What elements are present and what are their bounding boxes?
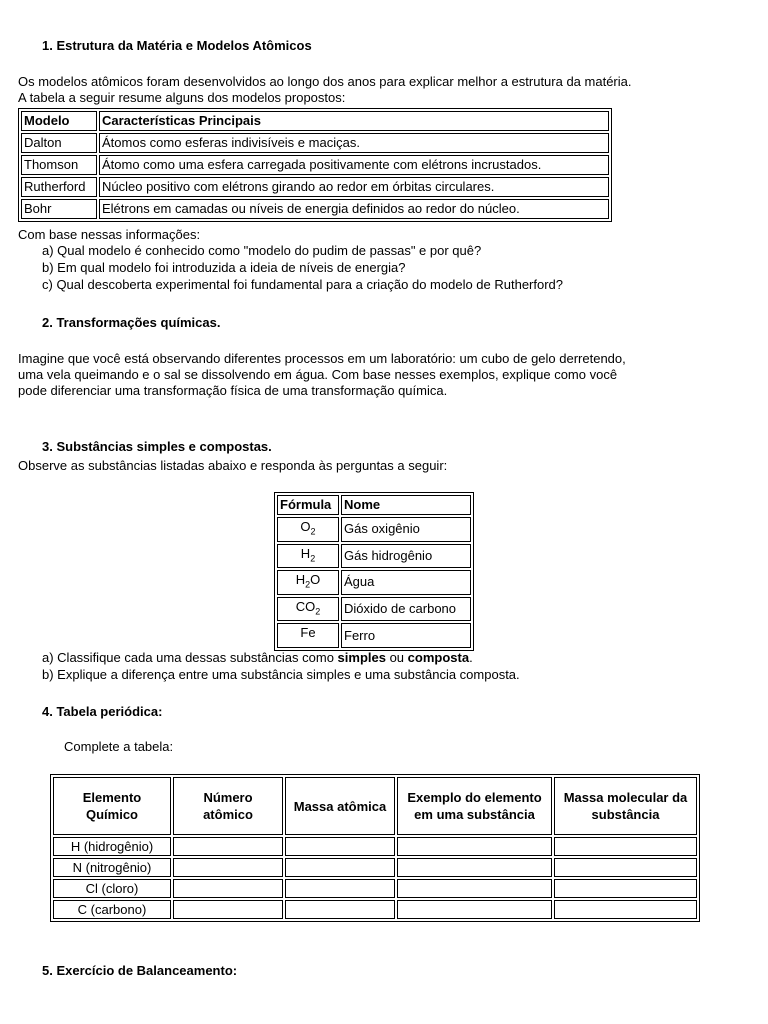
blank-cell[interactable] [554, 837, 697, 856]
table-row [21, 133, 609, 153]
substance-name: Água [341, 570, 471, 595]
formula-cell: $H_2$ [277, 544, 339, 569]
section1-prompt: Com base nessas informações: [18, 227, 201, 242]
blank-cell[interactable] [173, 837, 283, 856]
section2-body [18, 351, 626, 399]
section3-questions [42, 650, 520, 683]
substance-name: Ferro [341, 623, 471, 648]
section5-heading: 5. Exercício de Balanceamento: [42, 963, 238, 978]
header-massa-molecular: Massa molecular da substância [554, 777, 697, 835]
section1-intro-line2: A tabela a seguir resume alguns dos modelos propostos: [18, 90, 346, 105]
formula-cell: Fe [277, 623, 339, 648]
header-nome: Nome [341, 495, 471, 515]
formula-cell: $H_2O$ [277, 570, 339, 595]
table-row [277, 597, 471, 622]
section3-intro: Observe as substâncias listadas abaixo e responda às perguntas a seguir: [18, 458, 448, 473]
table-row [21, 155, 609, 175]
question-a: a) Qual modelo é conhecido como "modelo do pudim de passas" e por quê? [42, 243, 482, 258]
model-name: Thomson [21, 155, 97, 175]
table-header-row [53, 777, 697, 835]
model-description: Átomos como esferas indivisíveis e maciças. [99, 133, 609, 153]
table-row [277, 517, 471, 542]
question-a: a) Classifique cada uma dessas substâncias como simples ou composta. [42, 650, 473, 665]
section1-intro-line1: Os modelos atômicos foram desenvolvidos ao longo dos anos para explicar melhor a estrutura da matéria. [18, 74, 632, 89]
blank-cell[interactable] [554, 858, 697, 877]
blank-cell[interactable] [285, 858, 395, 877]
substances-table [274, 492, 474, 651]
question-b: b) Explique a diferença entre uma substância simples e uma substância composta. [42, 667, 520, 682]
substance-name: Gás hidrogênio [341, 544, 471, 569]
blank-cell[interactable] [554, 900, 697, 919]
question-c: c) Qual descoberta experimental foi fundamental para a criação do modelo de Rutherford? [42, 277, 564, 292]
section2-heading: 2. Transformações químicas. [42, 315, 221, 330]
table-row [21, 177, 609, 197]
model-description: Núcleo positivo com elétrons girando ao redor em órbitas circulares. [99, 177, 609, 197]
section2-line: pode diferenciar uma transformação física de uma transformação química. [18, 383, 448, 398]
model-name: Bohr [21, 199, 97, 219]
header-elemento: Elemento Químico [53, 777, 171, 835]
section2-line: uma vela queimando e o sal se dissolvendo em água. Com base nesses exemplos, explique como você [18, 367, 618, 382]
atomic-models-table [18, 108, 612, 222]
section3-heading: 3. Substâncias simples e compostas. [42, 439, 272, 454]
table-header-row [21, 111, 609, 131]
formula-cell: $CO_2$ [277, 597, 339, 622]
blank-cell[interactable] [285, 837, 395, 856]
section1-questions [42, 243, 563, 293]
blank-cell[interactable] [173, 858, 283, 877]
section1-heading: 1. Estrutura da Matéria e Modelos Atômicos [42, 38, 312, 53]
blank-cell[interactable] [397, 837, 552, 856]
table-row [53, 837, 697, 856]
model-description: Átomo como uma esfera carregada positivamente com elétrons incrustados. [99, 155, 609, 175]
header-formula: Fórmula [277, 495, 339, 515]
model-name: Rutherford [21, 177, 97, 197]
blank-cell[interactable] [554, 879, 697, 898]
blank-cell[interactable] [397, 900, 552, 919]
element-name: N (nitrogênio) [53, 858, 171, 877]
blank-cell[interactable] [285, 900, 395, 919]
model-name: Dalton [21, 133, 97, 153]
section4-instruction: Complete a tabela: [64, 739, 174, 754]
table-row [53, 879, 697, 898]
header-numero-atomico: Número atômico [173, 777, 283, 835]
element-name: H (hidrogênio) [53, 837, 171, 856]
section4-heading: 4. Tabela periódica: [42, 704, 163, 719]
header-modelo: Modelo [21, 111, 97, 131]
table-row [53, 900, 697, 919]
element-name: C (carbono) [53, 900, 171, 919]
header-caracteristicas: Características Principais [99, 111, 609, 131]
section1-intro [18, 74, 631, 106]
substance-name: Gás oxigênio [341, 517, 471, 542]
header-exemplo: Exemplo do elemento em uma substância [397, 777, 552, 835]
header-massa-atomica: Massa atômica [285, 777, 395, 835]
table-row [53, 858, 697, 877]
table-row [277, 544, 471, 569]
blank-cell[interactable] [173, 879, 283, 898]
section2-line: Imagine que você está observando diferentes processos em um laboratório: um cubo de gelo derretendo, [18, 351, 626, 366]
model-description: Elétrons em camadas ou níveis de energia definidos ao redor do núcleo. [99, 199, 609, 219]
table-header-row [277, 495, 471, 515]
formula-cell: $O_2$ [277, 517, 339, 542]
table-row [21, 199, 609, 219]
table-row [277, 623, 471, 648]
element-name: Cl (cloro) [53, 879, 171, 898]
blank-cell[interactable] [173, 900, 283, 919]
periodic-table-exercise [50, 774, 700, 922]
blank-cell[interactable] [397, 879, 552, 898]
table-row [277, 570, 471, 595]
substance-name: Dióxido de carbono [341, 597, 471, 622]
blank-cell[interactable] [285, 879, 395, 898]
question-b: b) Em qual modelo foi introduzida a ideia de níveis de energia? [42, 260, 406, 275]
blank-cell[interactable] [397, 858, 552, 877]
